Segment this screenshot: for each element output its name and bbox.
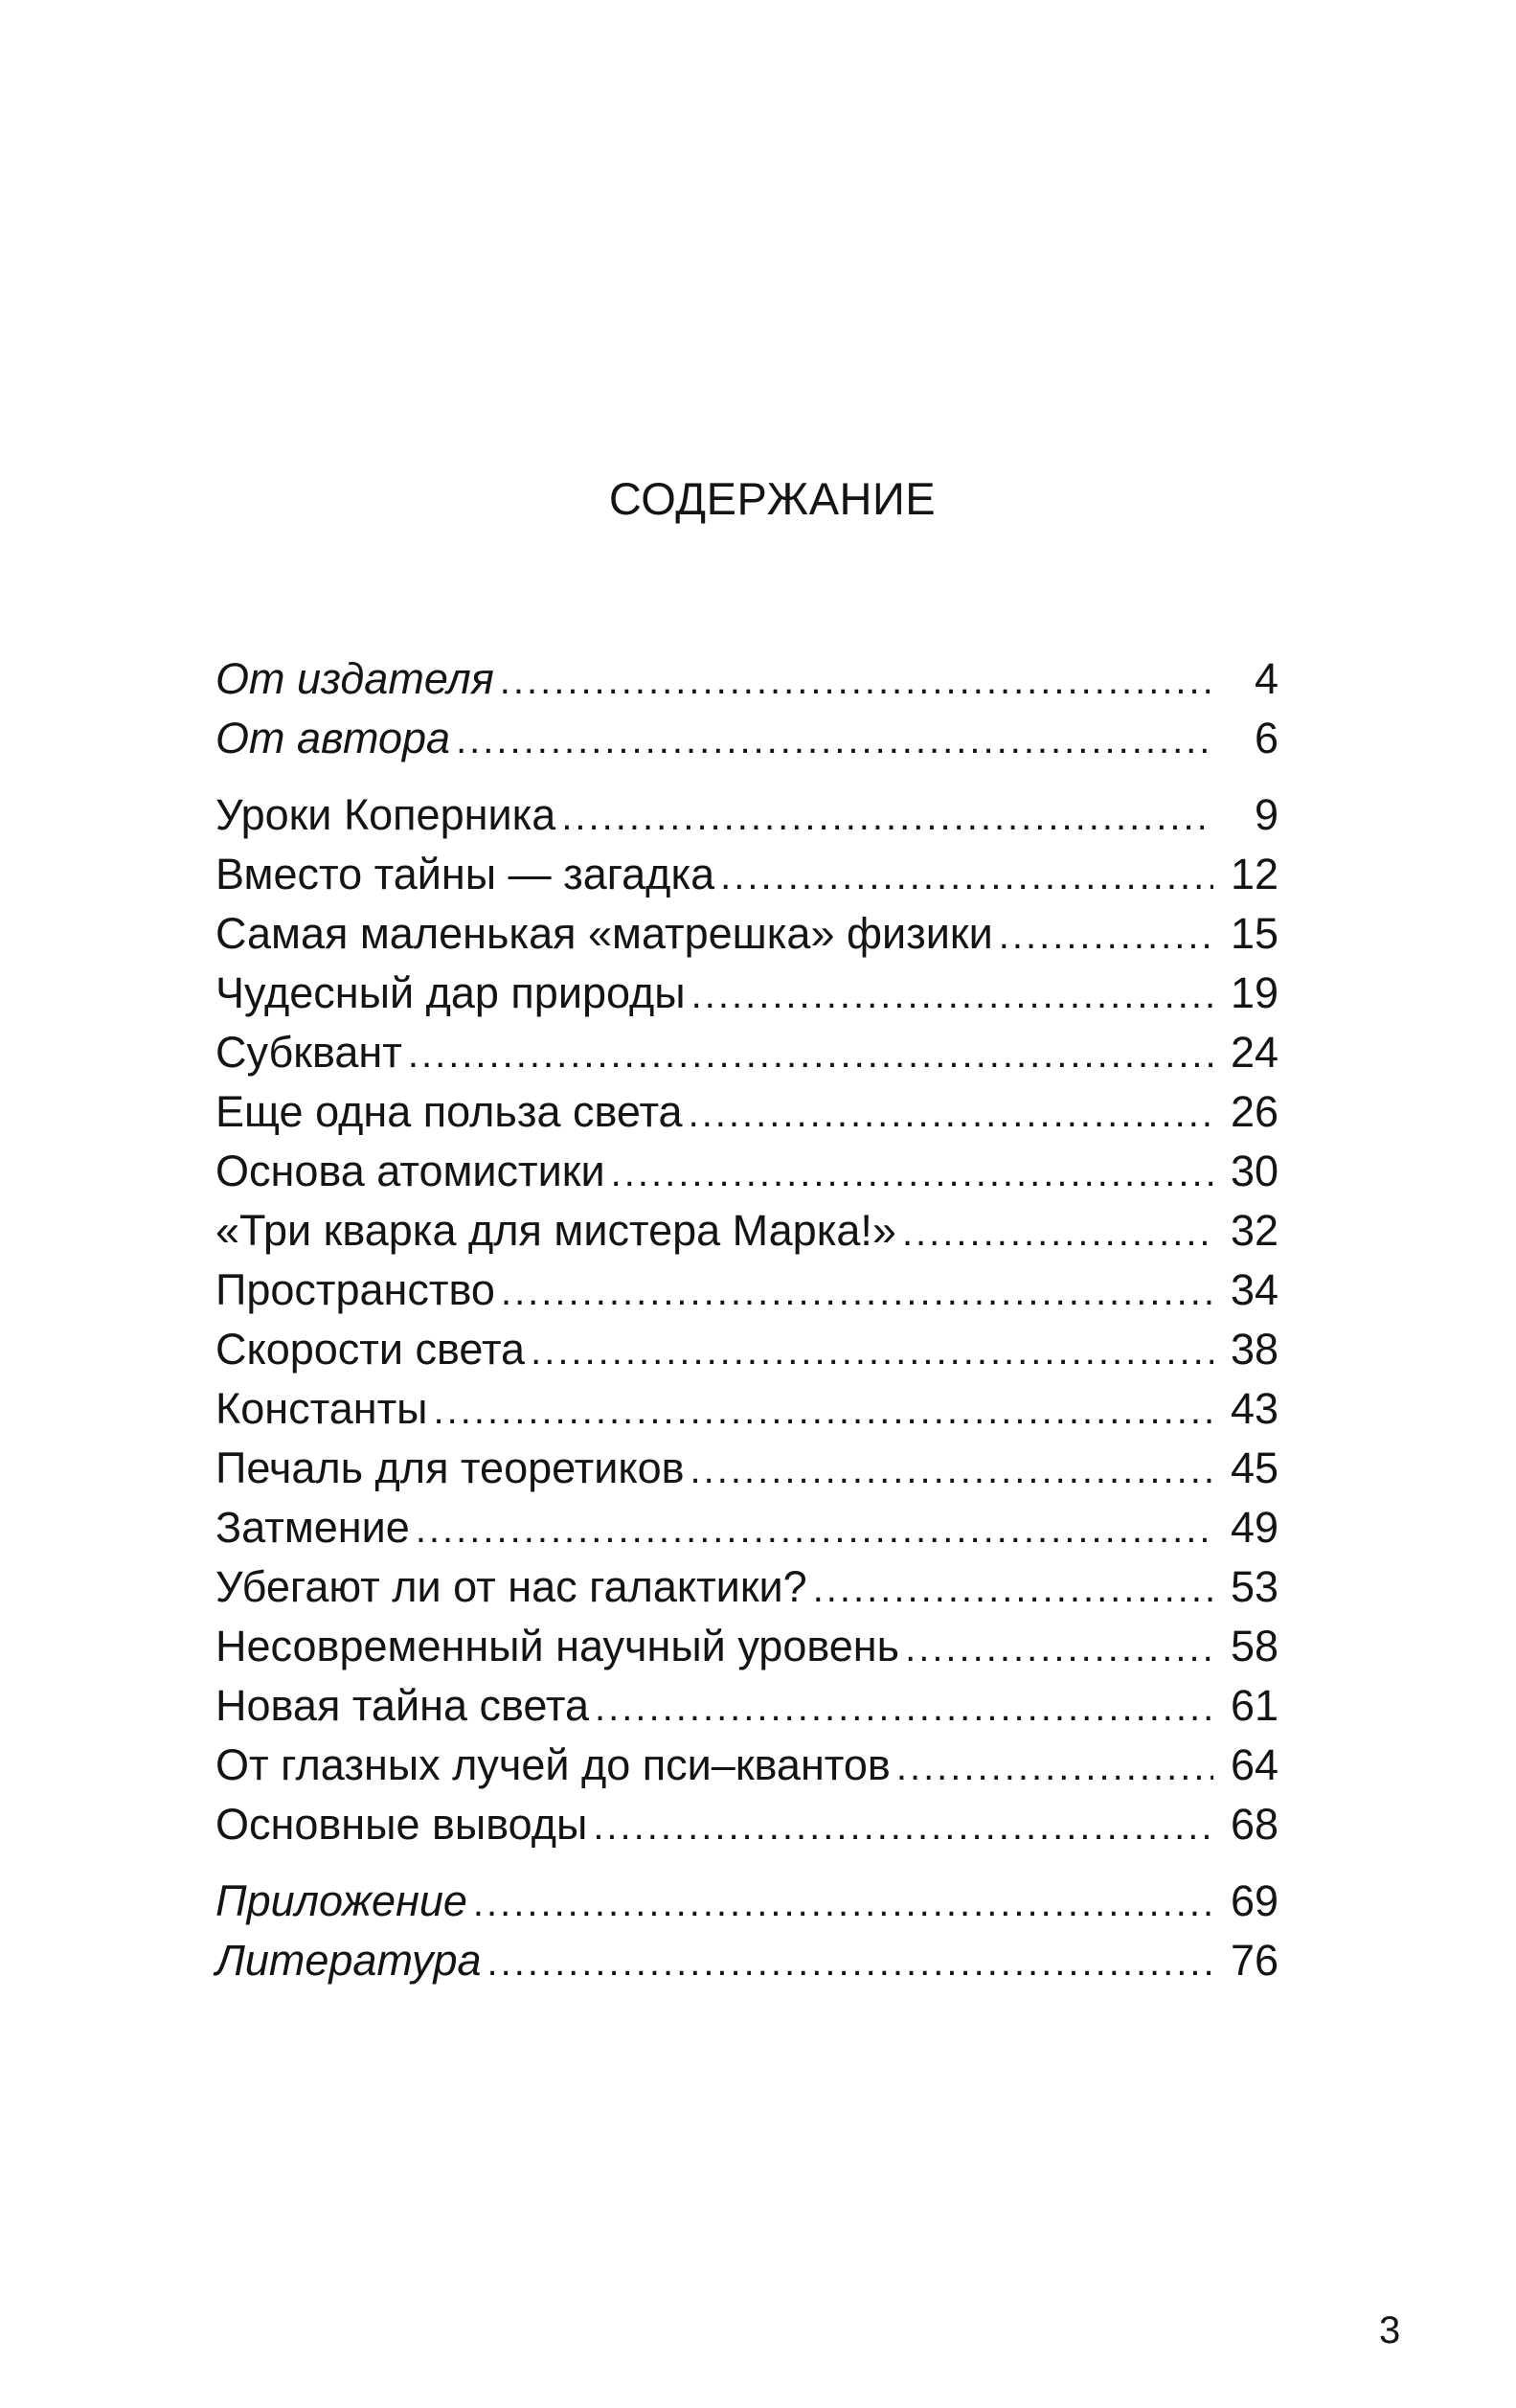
page-title: СОДЕРЖАНИЕ — [608, 473, 937, 524]
toc-leader-dots — [593, 1797, 1213, 1856]
toc-entry-page: 69 — [1230, 1876, 1278, 1925]
toc-leader-dots — [501, 1262, 1213, 1322]
toc-leader-dots — [689, 1084, 1213, 1144]
toc-entry[interactable] — [215, 1439, 1278, 1498]
toc-leader-dots — [408, 1025, 1213, 1084]
toc-entry-page: 6 — [1254, 714, 1278, 762]
toc-entry-title: Константы — [215, 1384, 428, 1433]
toc-entry-title: От издателя — [215, 654, 494, 703]
toc-entry-title: Несовременный научный уровень — [215, 1622, 900, 1670]
toc-entry[interactable] — [215, 964, 1278, 1023]
toc-entry-title: Основные выводы — [215, 1800, 588, 1849]
toc-leader-dots — [896, 1738, 1213, 1797]
toc-entry-page: 49 — [1230, 1503, 1278, 1552]
page-number: 3 — [1379, 2309, 1401, 2351]
toc-entry[interactable] — [215, 904, 1278, 964]
toc-entry-title: Литература — [215, 1936, 482, 1985]
toc-entry[interactable] — [215, 1931, 1278, 1990]
toc-entry-page: 26 — [1230, 1087, 1278, 1136]
toc-leader-dots — [690, 1441, 1213, 1500]
toc-entry-title: Уроки Коперника — [215, 790, 556, 839]
toc-entry-page: 4 — [1254, 654, 1278, 703]
toc-leader-dots — [720, 847, 1213, 906]
toc-entry[interactable] — [215, 1795, 1278, 1854]
toc-entry-page: 61 — [1230, 1681, 1278, 1730]
toc-entry-page: 76 — [1230, 1936, 1278, 1985]
toc-leader-dots — [531, 1322, 1213, 1381]
toc-entry-title: Скорости света — [215, 1325, 526, 1374]
toc-entry-title: Затмение — [215, 1503, 410, 1552]
toc-leader-dots — [500, 651, 1213, 711]
toc-entry-page: 9 — [1254, 790, 1278, 839]
toc-leader-dots — [473, 1874, 1213, 1933]
toc-entry-page: 34 — [1230, 1265, 1278, 1314]
toc-entry[interactable] — [215, 1320, 1278, 1379]
toc-leader-dots — [691, 965, 1213, 1025]
toc-leader-dots — [595, 1678, 1213, 1738]
toc-entry-title: Субквант — [215, 1028, 402, 1077]
toc-leader-dots — [487, 1933, 1214, 1992]
toc-entry-page: 45 — [1230, 1443, 1278, 1492]
toc-entry[interactable] — [215, 1142, 1278, 1201]
toc-entry-title: Самая маленькая «матрешка» физики — [215, 909, 993, 958]
toc-leader-dots — [434, 1381, 1213, 1441]
toc-entry[interactable] — [215, 785, 1278, 845]
toc-entry-title: От автора — [215, 714, 451, 762]
toc-entry[interactable] — [215, 1872, 1278, 1931]
toc-entry[interactable] — [215, 1617, 1278, 1676]
toc-entry-page: 19 — [1230, 968, 1278, 1017]
toc-entry[interactable] — [215, 845, 1278, 904]
toc-entry-page: 24 — [1230, 1028, 1278, 1077]
toc-entry[interactable] — [215, 1023, 1278, 1082]
toc-entry[interactable] — [215, 1201, 1278, 1261]
toc-entry[interactable] — [215, 1676, 1278, 1736]
toc-entry-page: 15 — [1230, 909, 1278, 958]
toc-entry-page: 53 — [1230, 1562, 1278, 1611]
toc-entry-page: 32 — [1230, 1206, 1278, 1255]
toc-entry-title: Новая тайна света — [215, 1681, 590, 1730]
toc-entry-title: Убегают ли от нас галактики? — [215, 1562, 807, 1611]
toc-entry-title: Чудесный дар природы — [215, 968, 686, 1017]
toc-leader-dots — [416, 1500, 1213, 1559]
toc-entry[interactable] — [215, 709, 1278, 768]
toc-front-matter — [215, 649, 1278, 768]
toc-entry[interactable] — [215, 1498, 1278, 1557]
toc-entry-title: От глазных лучей до пси–квантов — [215, 1740, 891, 1789]
toc-entry-page: 38 — [1230, 1325, 1278, 1374]
toc-entry[interactable] — [215, 1082, 1278, 1142]
table-of-contents — [215, 649, 1278, 2008]
toc-entry-title: «Три кварка для мистера Марка!» — [215, 1206, 896, 1255]
toc-entry[interactable] — [215, 1736, 1278, 1795]
toc-leader-dots — [905, 1619, 1213, 1678]
toc-leader-dots — [999, 906, 1213, 965]
toc-leader-dots — [813, 1559, 1213, 1619]
toc-leader-dots — [902, 1203, 1213, 1262]
toc-entry[interactable] — [215, 1379, 1278, 1439]
toc-entry-page: 58 — [1230, 1622, 1278, 1670]
toc-leader-dots — [561, 787, 1213, 847]
toc-entry-page: 30 — [1230, 1147, 1278, 1195]
toc-entry-page: 12 — [1230, 850, 1278, 898]
toc-entry-page: 43 — [1230, 1384, 1278, 1433]
toc-entry-page: 64 — [1230, 1740, 1278, 1789]
toc-entry-page: 68 — [1230, 1800, 1278, 1849]
toc-back-matter — [215, 1872, 1278, 1990]
toc-leader-dots — [456, 711, 1213, 770]
toc-entry-title: Еще одна польза света — [215, 1087, 683, 1136]
toc-entry-title: Печаль для теоретиков — [215, 1443, 685, 1492]
toc-entry-title: Основа атомистики — [215, 1147, 605, 1195]
toc-entry-title: Пространство — [215, 1265, 495, 1314]
toc-entry[interactable] — [215, 1557, 1278, 1617]
toc-entry-title: Приложение — [215, 1876, 467, 1925]
toc-entry[interactable] — [215, 1261, 1278, 1320]
toc-entry[interactable] — [215, 649, 1278, 709]
toc-entry-title: Вместо тайны — загадка — [215, 850, 715, 898]
toc-leader-dots — [611, 1144, 1213, 1203]
toc-chapters — [215, 785, 1278, 1854]
